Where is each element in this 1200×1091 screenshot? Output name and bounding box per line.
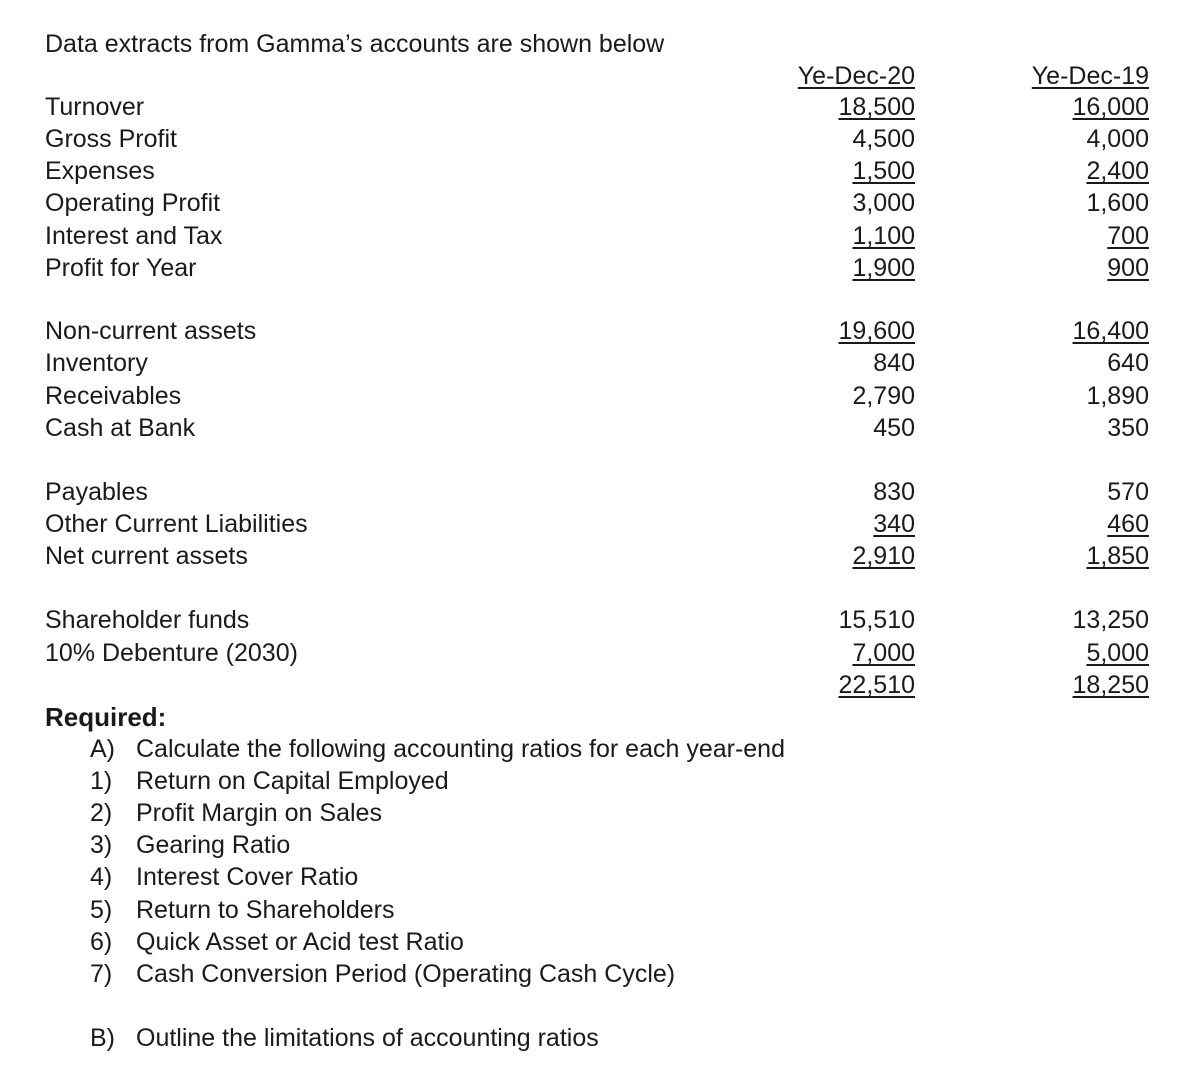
required-heading: Required:	[45, 702, 167, 732]
row-label-turnover: Turnover	[45, 93, 145, 121]
ratio-item	[90, 862, 358, 892]
ratio-item	[90, 895, 394, 925]
row-label-expenses: Expenses	[45, 157, 155, 185]
value-cash-at-bank-y19: 350	[1107, 414, 1149, 442]
ratio-number: 1)	[90, 767, 113, 795]
ratio-number: 2)	[90, 799, 113, 827]
ratio-text: Quick Asset or Acid test Ratio	[136, 928, 464, 956]
ratio-number: 5)	[90, 896, 113, 924]
row-label-other-current-liabilities: Other Current Liabilities	[45, 510, 308, 538]
part-a-number: A)	[90, 735, 115, 763]
part-a-text: Calculate the following accounting ratios for each year-end	[136, 735, 785, 763]
value-other-current-liabilities-y20: 340	[873, 510, 915, 538]
ratio-item	[90, 766, 449, 796]
row-label-profit-for-year: Profit for Year	[45, 254, 197, 282]
ratio-text: Return to Shareholders	[136, 896, 395, 924]
value-payables-y20: 830	[873, 478, 915, 506]
value-debenture-y20: 7,000	[852, 639, 915, 667]
part-b-number: B)	[90, 1024, 115, 1052]
value-inventory-y19: 640	[1107, 349, 1149, 377]
row-label-receivables: Receivables	[45, 382, 182, 410]
value-net-current-assets-y20: 2,910	[852, 542, 915, 570]
value-operating-profit-y20: 3,000	[852, 189, 915, 217]
value-gross-profit-y19: 4,000	[1086, 125, 1149, 153]
value-gross-profit-y20: 4,500	[852, 125, 915, 153]
value-receivables-y20: 2,790	[852, 382, 915, 410]
ratio-text: Profit Margin on Sales	[136, 799, 382, 827]
ratio-number: 6)	[90, 928, 113, 956]
row-label-net-current-assets: Net current assets	[45, 542, 248, 570]
ratio-text: Return on Capital Employed	[136, 767, 449, 795]
column-header-ye-dec-20: Ye-Dec-20	[797, 62, 915, 90]
value-profit-for-year-y20: 1,900	[852, 254, 915, 282]
value-turnover-y19: 16,000	[1072, 93, 1149, 121]
value-operating-profit-y19: 1,600	[1086, 189, 1149, 217]
value-payables-y19: 570	[1107, 478, 1149, 506]
value-non-current-assets-y20: 19,600	[838, 317, 915, 345]
row-label-gross-profit: Gross Profit	[45, 125, 177, 153]
value-turnover-y20: 18,500	[838, 93, 915, 121]
row-label-operating-profit: Operating Profit	[45, 189, 221, 217]
ratio-text: Gearing Ratio	[136, 831, 291, 859]
value-inventory-y20: 840	[873, 349, 915, 377]
value-funding-total-y20: 22,510	[838, 671, 915, 699]
row-label-payables: Payables	[45, 478, 148, 506]
part-b-text: Outline the limitations of accounting ratios	[136, 1024, 599, 1052]
value-cash-at-bank-y20: 450	[873, 414, 915, 442]
value-shareholder-funds-y20: 15,510	[838, 606, 915, 634]
value-interest-and-tax-y20: 1,100	[852, 222, 915, 250]
ratio-text: Cash Conversion Period (Operating Cash Cycle)	[136, 960, 676, 988]
ratio-text: Interest Cover Ratio	[136, 863, 359, 891]
ratio-number: 4)	[90, 863, 113, 891]
value-profit-for-year-y19: 900	[1107, 254, 1149, 282]
row-label-inventory: Inventory	[45, 349, 148, 377]
ratio-number: 3)	[90, 831, 113, 859]
ratio-item	[90, 798, 382, 828]
value-other-current-liabilities-y19: 460	[1107, 510, 1149, 538]
row-label-interest-and-tax: Interest and Tax	[45, 222, 223, 250]
row-label-debenture: 10% Debenture (2030)	[45, 639, 298, 667]
value-expenses-y20: 1,500	[852, 157, 915, 185]
ratio-item	[90, 830, 290, 860]
value-interest-and-tax-y19: 700	[1107, 222, 1149, 250]
value-funding-total-y19: 18,250	[1072, 671, 1149, 699]
row-label-non-current-assets: Non-current assets	[45, 317, 257, 345]
column-header-ye-dec-19: Ye-Dec-19	[1031, 62, 1149, 90]
ratio-number: 7)	[90, 960, 113, 988]
ratio-item	[90, 959, 675, 989]
value-non-current-assets-y19: 16,400	[1072, 317, 1149, 345]
value-receivables-y19: 1,890	[1086, 382, 1149, 410]
intro-text: Data extracts from Gamma’s accounts are shown below	[45, 30, 665, 58]
row-label-cash-at-bank: Cash at Bank	[45, 414, 196, 442]
ratio-item	[90, 927, 464, 957]
value-expenses-y19: 2,400	[1086, 157, 1149, 185]
value-net-current-assets-y19: 1,850	[1086, 542, 1149, 570]
required-part-a	[90, 734, 785, 764]
value-debenture-y19: 5,000	[1086, 639, 1149, 667]
row-label-shareholder-funds: Shareholder funds	[45, 606, 250, 634]
required-part-b	[90, 1023, 599, 1053]
value-shareholder-funds-y19: 13,250	[1072, 606, 1149, 634]
